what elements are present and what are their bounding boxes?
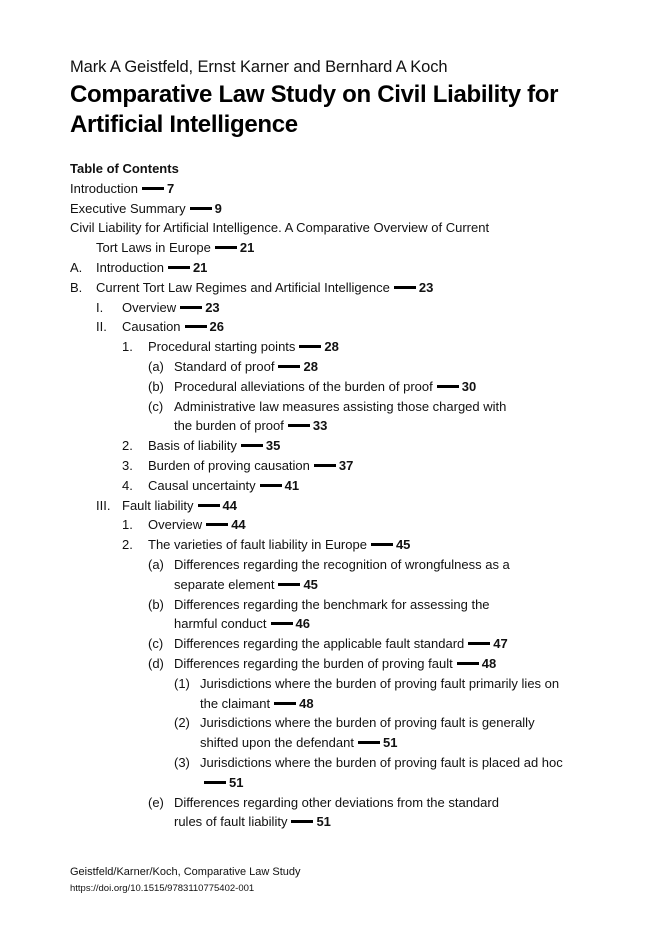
toc-entry-title: Differences regarding the recognition of wrongfulness as a separate element: [174, 556, 510, 592]
toc-entry-page: 37: [338, 457, 354, 473]
toc-entry-page: 47: [493, 636, 508, 652]
toc-entry-page: 26: [209, 319, 225, 335]
toc-entry[interactable]: [70, 595, 630, 635]
authors: Mark A Geistfeld, Ernst Karner and Bernhard A Koch: [70, 58, 448, 76]
toc-entry-number: (b): [148, 378, 164, 394]
toc-entry-number: I.: [96, 299, 104, 315]
toc-entry-number: (d): [148, 655, 164, 671]
toc-entry[interactable]: [70, 753, 630, 793]
toc-entry-title: Jurisdictions where the burden of proving fault is placed ad hoc: [200, 754, 563, 770]
toc-entry-number: (b): [148, 596, 164, 612]
toc-entry-page: 7: [166, 180, 175, 196]
toc-entry-title: Executive Summary: [70, 200, 186, 216]
toc-entry[interactable]: [70, 535, 630, 555]
toc-entry-title: Fault liability: [122, 497, 194, 513]
leader-dash: [204, 781, 226, 784]
leader-dash: [278, 583, 300, 586]
toc-entry-page: 30: [461, 378, 477, 394]
leader-dash: [168, 266, 190, 269]
toc-entry-title: The varieties of fault liability in Europe: [148, 537, 367, 553]
leader-dash: [198, 504, 220, 507]
toc-entry-number: II.: [96, 319, 107, 335]
toc-entry-page: 45: [395, 537, 411, 553]
leader-dash: [394, 286, 416, 289]
toc-entry-title: Differences regarding the applicable fault standard: [174, 636, 465, 652]
toc-entry-page: 23: [205, 299, 220, 315]
toc-entry[interactable]: [70, 278, 630, 298]
leader-dash: [437, 385, 459, 388]
leader-dash: [278, 365, 300, 368]
toc-entry-page: 21: [192, 259, 208, 275]
toc-entry-title: Introduction: [70, 180, 138, 196]
toc-entry-number: 2.: [122, 438, 133, 454]
toc-entry[interactable]: [70, 476, 630, 496]
leader-dash: [457, 662, 479, 665]
toc-entry-page: 23: [418, 279, 434, 295]
toc-entry-title: Overview: [122, 299, 177, 315]
leader-dash: [299, 345, 321, 348]
toc-entry-title: Causal uncertainty: [148, 477, 256, 493]
leader-dash: [215, 246, 237, 249]
toc-entry-number: (a): [148, 358, 164, 374]
toc-entry-page: 51: [382, 735, 398, 751]
table-of-contents: [70, 159, 630, 832]
toc-entry-number: (1): [174, 675, 190, 691]
toc-entry-title: Standard of proof: [174, 358, 275, 374]
leader-dash: [468, 642, 490, 645]
toc-entry-title: Jurisdictions where the burden of proving fault is generally shifted upon the defendant: [200, 715, 535, 751]
toc-entry[interactable]: [70, 674, 630, 714]
toc-entry-title: Burden of proving causation: [148, 457, 310, 473]
toc-entry-number: III.: [96, 497, 111, 513]
toc-entry-page: 51: [229, 774, 244, 790]
toc-entry-number: B.: [70, 279, 83, 295]
toc-entry-title: Introduction: [96, 259, 164, 275]
leader-dash: [314, 464, 336, 467]
toc-entry-number: 1.: [122, 517, 133, 533]
toc-entry[interactable]: [70, 515, 630, 535]
leader-dash: [288, 424, 310, 427]
toc-entry[interactable]: [70, 397, 630, 437]
leader-dash: [274, 702, 296, 705]
toc-list: [70, 179, 630, 832]
leader-dash: [142, 187, 164, 190]
leader-dash: [260, 484, 282, 487]
toc-entry-page: 48: [481, 655, 497, 671]
toc-entry-page: 41: [284, 477, 300, 493]
footer: [70, 866, 301, 894]
leader-dash: [358, 741, 380, 744]
toc-entry-page: 21: [239, 240, 255, 256]
leader-dash: [241, 444, 263, 447]
toc-entry[interactable]: [70, 436, 630, 456]
toc-entry-title: Overview: [148, 517, 203, 533]
leader-dash: [185, 325, 207, 328]
toc-entry-page: 28: [324, 339, 339, 355]
toc-entry[interactable]: [70, 456, 630, 476]
toc-entry-page: 33: [312, 418, 328, 434]
toc-entry[interactable]: [70, 298, 630, 318]
toc-entry-page: 44: [222, 497, 237, 513]
leader-dash: [180, 306, 202, 309]
toc-entry[interactable]: [70, 337, 630, 357]
toc-entry[interactable]: [70, 377, 630, 397]
toc-entry-number: A.: [70, 259, 83, 275]
toc-entry[interactable]: [70, 634, 630, 654]
toc-entry[interactable]: [70, 793, 630, 833]
toc-entry-title: Causation: [122, 319, 181, 335]
toc-entry-page: 46: [295, 616, 310, 632]
toc-entry[interactable]: [70, 317, 630, 337]
toc-entry-number: (3): [174, 754, 190, 770]
toc-entry-title: Current Tort Law Regimes and Artificial Intelligence: [96, 279, 390, 295]
toc-entry[interactable]: [70, 258, 630, 278]
toc-entry-page: 44: [231, 517, 246, 533]
footer-citation: Geistfeld/Karner/Koch, Comparative Law Study: [70, 866, 301, 878]
toc-entry[interactable]: [70, 713, 630, 753]
toc-entry-number: (e): [148, 794, 164, 810]
toc-entry-number: 4.: [122, 477, 133, 493]
leader-dash: [271, 622, 293, 625]
toc-entry-page: 45: [303, 576, 318, 592]
toc-entry[interactable]: [70, 654, 630, 674]
toc-entry-title: Jurisdictions where the burden of proving fault primarily lies on the claimant: [200, 675, 560, 711]
toc-entry-page: 28: [303, 358, 318, 374]
toc-entry[interactable]: [70, 496, 630, 516]
toc-entry-page: 35: [265, 438, 281, 454]
toc-heading: Table of Contents: [70, 161, 179, 176]
leader-dash: [291, 820, 313, 823]
toc-entry-title: Civil Liability for Artificial Intelligence. A Comparative Overview of Current Tort Laws in Europe: [70, 220, 490, 256]
toc-entry-number: (c): [148, 398, 164, 414]
toc-entry[interactable]: [70, 199, 630, 219]
book-title: Comparative Law Study on Civil Liability for Artificial Intelligence: [70, 81, 559, 138]
toc-entry-page: 9: [214, 200, 222, 216]
toc-entry[interactable]: [70, 357, 630, 377]
toc-entry-title: Differences regarding the burden of proving fault: [174, 655, 453, 671]
toc-entry-title: Administrative law measures assisting those charged with the burden of proof: [174, 398, 507, 434]
toc-entry-page: 48: [299, 695, 314, 711]
doi-link[interactable]: https://doi.org/10.1515/9783110775402-001: [70, 883, 255, 894]
toc-entry-title: Procedural alleviations of the burden of proof: [174, 378, 433, 394]
leader-dash: [190, 207, 212, 210]
toc-entry-number: (a): [148, 556, 164, 572]
toc-entry[interactable]: [70, 555, 630, 595]
toc-entry-number: 1.: [122, 339, 133, 355]
toc-entry-number: (c): [148, 636, 164, 652]
toc-entry-number: 3.: [122, 457, 133, 473]
toc-entry-title: Differences regarding other deviations from the standard rules of fault liability: [174, 794, 499, 830]
toc-entry-number: 2.: [122, 537, 133, 553]
toc-entry-page: 51: [316, 814, 331, 830]
toc-entry-title: Differences regarding the benchmark for assessing the harmful conduct: [174, 596, 490, 632]
toc-entry[interactable]: [70, 218, 630, 258]
toc-entry-title: Basis of liability: [148, 438, 237, 454]
leader-dash: [206, 523, 228, 526]
toc-entry[interactable]: [70, 179, 630, 199]
toc-entry-number: (2): [174, 715, 190, 731]
toc-entry-title: Procedural starting points: [148, 339, 296, 355]
leader-dash: [371, 543, 393, 546]
